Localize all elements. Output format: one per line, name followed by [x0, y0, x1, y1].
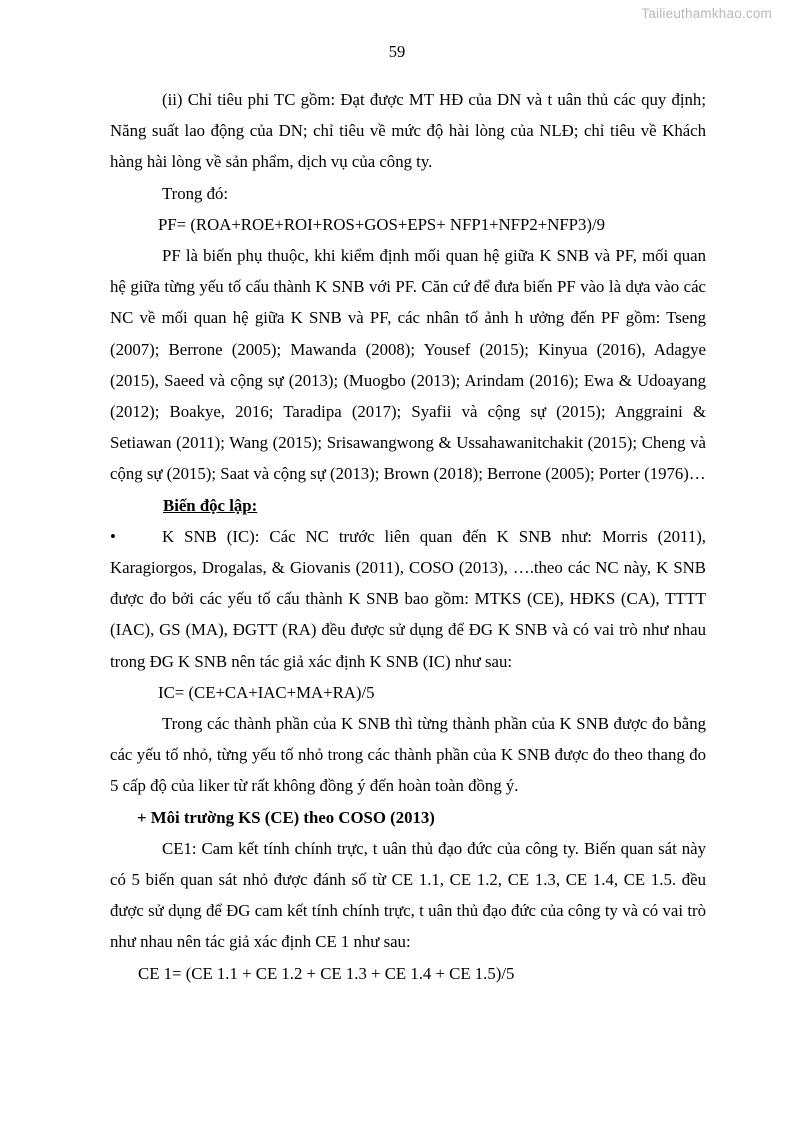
formula-ce1: CE 1= (CE 1.1 + CE 1.2 + CE 1.3 + CE 1.4 + CE 1.5)/5	[138, 963, 515, 983]
heading-independent-variable	[110, 490, 706, 521]
bullet-item-k-snb	[110, 521, 706, 677]
heading-independent-variable-text: Biến độc lập:	[163, 495, 258, 515]
formula-pf: PF= (ROA+ROE+ROI+ROS+GOS+EPS+ NFP1+NFP2+NFP3)/9	[158, 214, 606, 234]
watermark-text: Tailieuthamkhao.com	[641, 6, 772, 21]
paragraph-pf-dependent-variable: PF là biến phụ thuộc, khi kiểm định mối quan hệ giữa K SNB và PF, mối quan hệ giữa từng yếu tố cấu thành K SNB với PF. Căn cứ để đưa biến PF vào là dựa vào các NC về mối quan hệ giữa K SNB và PF, các nhân tố ảnh h ưởng đến PF gồm: Tseng (2007); Berrone (2005); Mawanda (2008); Yousef (2015); Kinyua (2016), Adagye (2015), Saeed và cộng sự (2013); (Muogbo (2013); Arindam (2016); Ewa & Udoayang (2012); Boakye, 2016; Taradipa (2017); Syafii và cộng sự (2015); Anggraini & Setiawan (2011); Wang (2015); Srisawangwong & Ussahawanitchakit (2015); Cheng và cộng sự (2015); Saat và cộng sự (2013); Brown (2018); Berrone (2005); Porter (1976)…	[110, 246, 706, 484]
paragraph-non-financial-indicators: (ii) Chỉ tiêu phi TC gồm: Đạt được MT HĐ của DN và t uân thủ các quy định; Năng suất lao động của DN; chỉ tiêu về mức độ hài lòng của NLĐ; chỉ tiêu về Khách hàng hài lòng về sản phẩm, dịch vụ của công ty.	[110, 90, 706, 172]
bullet-dot-icon: •	[110, 526, 116, 546]
heading-control-environment: + Môi trường KS (CE) theo COSO (2013)	[137, 807, 435, 827]
formula-ic: IC= (CE+CA+IAC+MA+RA)/5	[158, 682, 375, 702]
paragraph-ce1-integrity: CE1: Cam kết tính chính trực, t uân thủ đạo đức của công ty. Biến quan sát này có 5 biến quan sát nhỏ được đánh số từ CE 1.1, CE 1.2, CE 1.3, CE 1.4, CE 1.5. đều được sử dụng để ĐG cam kết tính chính trực, t uân thủ đạo đức của công ty và có vai trò như nhau nên tác giả xác định CE 1 như sau:	[110, 838, 706, 952]
bullet-lead	[110, 521, 162, 552]
paragraph-k-snb-components: Trong các thành phần của K SNB thì từng thành phần của K SNB được đo bằng các yếu tố nhỏ, từng yếu tố nhỏ trong các thành phần của K SNB được đo theo thang đo 5 cấp độ của liker từ rất không đồng ý đến hoàn toàn đồng ý.	[110, 714, 706, 796]
bullet-item-k-snb-text: K SNB (IC): Các NC trước liên quan đến K SNB như: Morris (2011), Karagiorgos, Drogalas, & Giovanis (2011), COSO (2013), ….theo các NC này, K SNB được đo bởi các yếu tố cấu thành K SNB bao gồm: MTKS (CE), HĐKS (CA), TTTT (IAC), GS (MA), ĐGTT (RA) đều được sử dụng để ĐG K SNB và có vai trò như nhau trong ĐG K SNB nên tác giả xác định K SNB (IC) như sau:	[110, 526, 706, 671]
page-content	[110, 84, 706, 989]
paragraph-in-which: Trong đó:	[162, 183, 229, 203]
page-number: 59	[388, 42, 406, 61]
